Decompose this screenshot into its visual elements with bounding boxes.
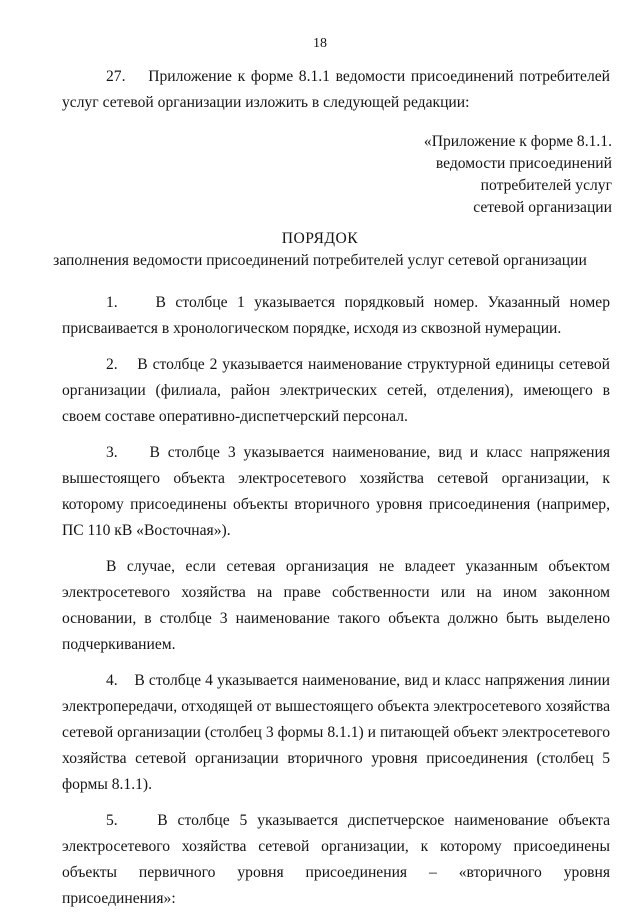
procedure-item-4: 4. В столбце 4 указывается наименование, вид и класс напряжения линии электропередачи, отходящей от вышестоящего объекта электросетевого хозяйства сетевой организации (столбец 3 формы 8.1.1) и питающей объект электросетевого хозяйства сетевой организации вторичного уровня присоединения (столбец 5 формы 8.1.1). [62,672,610,793]
procedure-item-1: 1. В столбце 1 указывается порядковый номер. Указанный номер присваивается в хронологическом порядке, исходя из сквозной нумерации. [62,294,610,337]
document-subtitle: заполнения ведомости присоединений потребителей услуг сетевой организации [53,252,587,269]
appendix-header-line: «Приложение к форме 8.1.1. [423,133,612,150]
paragraph-27: 27. Приложение к форме 8.1.1 ведомости присоединений потребителей услуг сетевой организации изложить в следующей редакции: [62,68,610,111]
procedure-item-5: 5. В столбце 5 указывается диспетчерское наименование объекта электросетевого хозяйства сетевой организации, к которому присоединены объекты первичного уровня присоединения – «вторичного уровня присоединения»: [62,812,610,907]
appendix-header-line: ведомости присоединений [435,155,612,172]
procedure-item-2: 2. В столбце 2 указывается наименование структурной единицы сетевой организации (филиала, район электрических сетей, отделения), имеющего в своем составе оперативно-диспетчерский персонал. [62,356,610,425]
appendix-header-line: потребителей услуг [480,177,612,194]
procedure-item-3-note: В случае, если сетевая организация не владеет указанным объектом электросетевого хозяйства на праве собственности или на ином законном основании, в столбце 3 наименование такого объекта должно быть выделено подчеркиванием. [62,558,610,653]
page-number: 18 [313,36,327,51]
appendix-header-line: сетевой организации [473,199,612,216]
procedure-item-3: 3. В столбце 3 указывается наименование, вид и класс напряжения вышестоящего объекта электросетевого хозяйства сетевой организации, к которому присоединены объекты вторичного уровня присоединения (например, ПС 110 кВ «Восточная»). [62,444,610,539]
appendix-header [424,131,612,219]
document-title: ПОРЯДОК [281,230,359,247]
procedure-items [62,290,610,922]
amendment-paragraph [62,64,610,116]
